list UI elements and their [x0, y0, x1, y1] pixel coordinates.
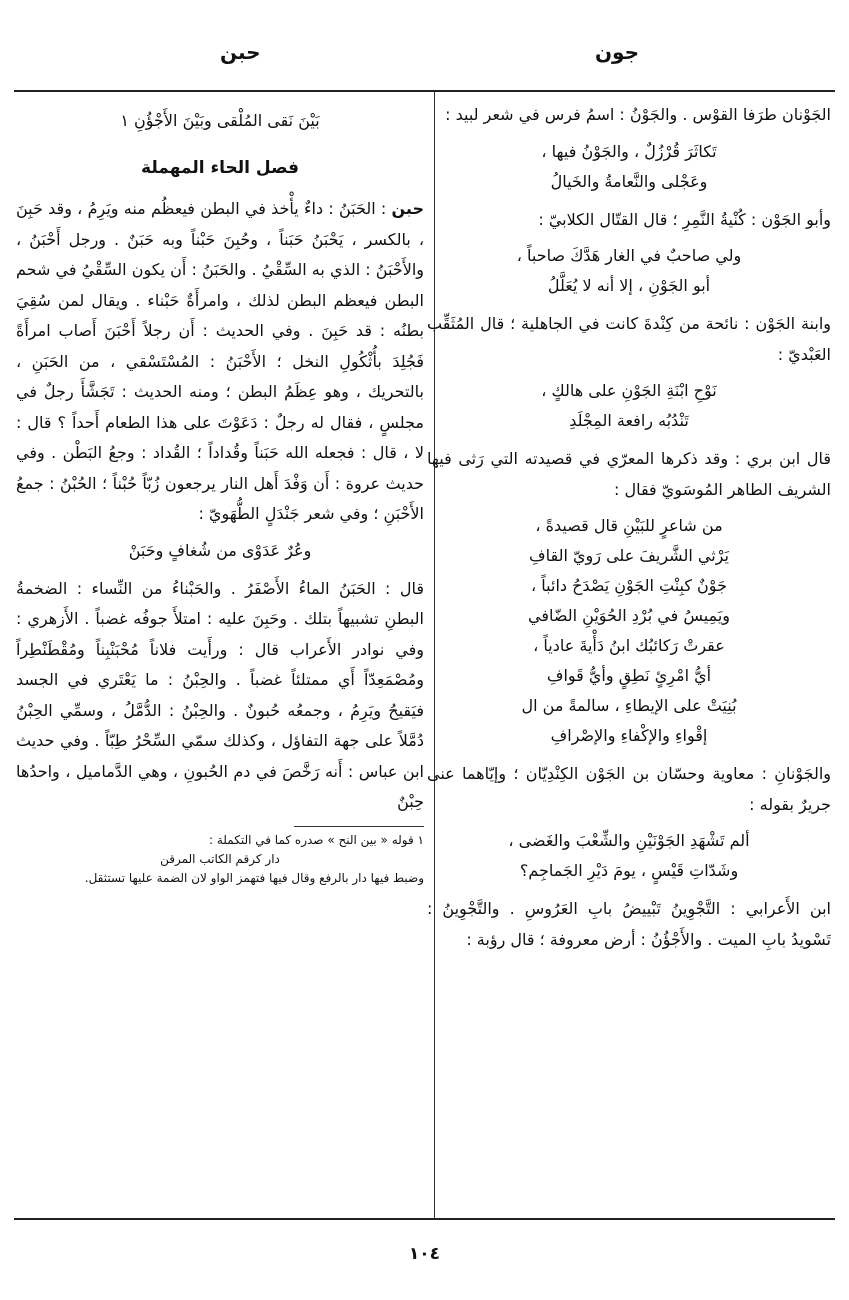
- right-column: [427, 100, 831, 955]
- verse-line: عقرتْ رَكائبُك ابنُ دَأْيةَ عادياً ،: [533, 636, 725, 655]
- verse-line: تَنْدُبُه رافعة المِجْلَدِ: [569, 411, 689, 430]
- header-rule: [14, 90, 835, 92]
- entry-paragraph: الجَوْنان طرَفا القوْس . والجَوْنُ : اسمُ فرس في شعر لبيد :: [445, 105, 831, 124]
- entry-paragraph: والجَوْنانِ : معاوية وحسّان بن الجَوْن الكِنْدِيّان ؛ وإيّاهما عنى جريرٌ بقوله :: [427, 764, 831, 814]
- entry-text: : الحَبَنُ : داءٌ يأْخذ في البطن فيعظُم منه ويَرِمُ ، وقد حَبِنَ ، بالكسر ، يَحْبَنُ حَبَناً ، وحُبِنَ حَبْناً وبه حَبَنٌ . ورجل أَحْبَنُ ، والأَحْبَنُ : الذي به السِّقْيُ . والحَبَنُ : أَن يكون السِّقْيُ في شحم البطن فيعظم البطن لذلك ، وامرأَةٌ حَبْناء . ويقال لمن سُقِيَ بطنُه : قد حَبِنَ . وفي الحديث : أَن رجلاً أَحْبَنَ أَصاب امرأَةً فَجُلِدَ بأُثْكُولِ النخل ؛ الأَحْبَنُ : المُسْتَسْقي ، من الحَبَنِ ، بالتحريك ، وهو عِظَمُ البطن ؛ ومنه الحديث : تَجَشَّأَ رجلٌ في مجلسٍ ، فقال له رجلٌ : دَعَوْتَ على هذا الطعام أَحداً ؟ قال : لا ، قال : فجعله الله حَبَناً وقُداداً ؛ القُداد : وجعُ البَطْن . وفي حديث عروة : أَن وَفْدَ أَهل النار يرجعون زُبّاً حُبْناً ؛ الحُبْنُ : جمعُ الأَحْبَنِ ؛ وفي شعر جَنْدَلٍ الطُّهَويّ :: [16, 199, 424, 523]
- verse-line: ألم تَشْهَدِ الجَوْنَيْنِ والشِّعْبَ والغَضى ،: [508, 831, 750, 850]
- verse-line: ولي صاحبٌ في الغار هَدَّكَ صاحباً ،: [516, 246, 742, 265]
- verse-line: وعَجْلى والنَّعامةُ والخَيالُ: [550, 171, 708, 191]
- page-number: ١٠٤: [408, 1244, 441, 1264]
- verse-line: جَوْنٌ كبِنْتِ الجَوْنِ يَصْدَحُ دائباً ،: [531, 576, 727, 595]
- headword: حبن: [391, 199, 424, 218]
- verse-block: [427, 826, 831, 886]
- verse-line: تَكاثَرَ قُرْزُلٌ ، والجَوْنُ فيها ،: [541, 141, 717, 161]
- entry-paragraph: قال ابن بري : وقد ذكرها المعرّي في قصيدته التي رَثى فيها الشريف الطاهر المُوسَويّ فقال :: [427, 449, 831, 499]
- running-header-right: جون: [594, 40, 639, 64]
- verse-line: من شاعرٍ للبَيْنِ قال قصيدةً ،: [535, 516, 723, 535]
- verse-line: وشَدّاتِ قَيْسٍ ، يومَ دَيْرِ الجَماجِم؟: [519, 861, 739, 880]
- footnote-line: دار كرقم الكاتب المرقن: [160, 851, 280, 866]
- verse-block: [427, 137, 831, 197]
- verse-block: [427, 241, 831, 301]
- left-column: [16, 100, 424, 888]
- running-header-left: حبن: [220, 40, 261, 64]
- verse-line: إقْواءِ والإكْفاءِ والإصْرافِ: [550, 726, 708, 745]
- entry-paragraph-2: قال : الحَبَنُ الماءُ الأَصْفَرُ . والحَبْناءُ من النِّساء : الضخمةُ البطنِ تشبيهاً بتلك . وحَبِنَ عليه : امتلأَ جوفُه غضباً . الأَزهري : وفي نوادر الأَعراب قال : ورأَيت فلاناً مُحْبَنْبِناً ومُقْطَنْطِراً ومُصْمَعِدّاً أَي ممتلئاً غضباً . والحِبْنُ : ما يَعْتَري في الجسد فيَقيحُ ويَرِمُ ، وجمعُه حُبونٌ . والحِبْنُ : الدُّمَّلُ ، وسمِّي الحِبْنُ دُمَّلاً على جهة التفاؤل ، وكذلك سمّي السِّحْرُ طِبّاً . وفي حديث ابن عباس : أَنه رَخَّصَ في دم الحُبونِ ، وهي الدَّماميل ، واحدُها حِبْنٌ: [16, 578, 424, 811]
- verse-line: بُنِيَتْ على الإيطاءِ ، سالمةً من ال: [521, 696, 737, 715]
- verse-line: ويَمِيسُ في بُرْدِ الحُوَيْنِ الضّافي: [528, 606, 730, 625]
- entry-paragraph: وابنة الجَوْن : نائحة من كِنْدةَ كانت في الجاهلية ؛ قال المُثَقِّب العَبْديّ :: [427, 314, 831, 364]
- footnote-line: وضبط فيها دار بالرفع وقال فيها فتهمز الواو لان الضمة عليها تستثقل.: [84, 870, 424, 885]
- entry-paragraph: [16, 194, 424, 530]
- section-title: فصل الحاء المهملة: [141, 158, 299, 178]
- footnote-rule: [294, 826, 424, 827]
- footnote-line: ١ قوله « بين النح » صدره كما في التكملة :: [209, 832, 424, 847]
- top-verse: بَيْنَ نَقى المُلْقى وبَيْنَ الأَجْؤُنِ ١: [120, 111, 320, 130]
- verse-block: [427, 511, 831, 751]
- entry-verse: وعُرٌ عَدَوْى من شُغافٍ وحَبَنْ: [128, 540, 312, 560]
- verse-block: [427, 376, 831, 436]
- footer-rule: [14, 1218, 835, 1220]
- verse-line: نَوْحِ ابْنَةِ الجَوْنِ على هالكٍ ،: [541, 381, 717, 400]
- entry-paragraph: وأبو الجَوْن : كُنْيةُ النَّمِرِ ؛ قال القتّال الكلابيّ :: [538, 209, 831, 229]
- verse-line: أيُّ امْرِئٍ نَطِقٍ وأيُّ قَوافِ: [546, 666, 712, 685]
- verse-line: يَرْثي الشَّريفَ على رَويّ القافِ: [529, 546, 729, 565]
- entry-paragraph: ابن الأَعرابي : التَّجْوِينُ تَبْييضُ بابِ العَرُوسِ . والتَّجْوِينُ : تَسْويدُ بابِ الميت . والأَجْؤُنُ : أرض معروفة ؛ قال رؤبة :: [427, 899, 831, 949]
- verse-line: أبو الجَوْنِ ، إلا أنه لا يُعَلَّلُ: [547, 276, 711, 295]
